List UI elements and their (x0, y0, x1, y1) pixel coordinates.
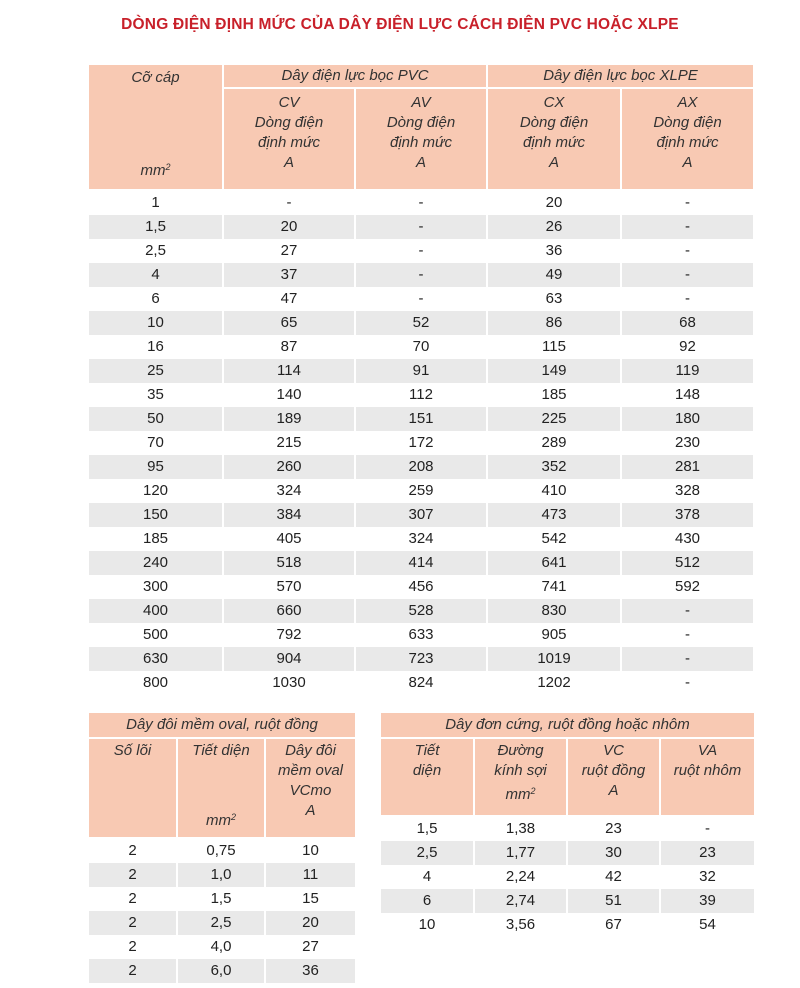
table-cell: 2,5 (177, 911, 265, 935)
table-cell: 289 (487, 431, 621, 455)
table-row (89, 527, 753, 551)
table-cell: 115 (487, 335, 621, 359)
cx-column-header: CX Dòng điện định mức A (487, 88, 621, 190)
table-cell: 36 (265, 959, 355, 983)
table-cell: 42 (567, 865, 660, 889)
table-cell: 26 (487, 215, 621, 239)
table-cell: 49 (487, 263, 621, 287)
table-cell: 518 (223, 551, 355, 575)
table-cell: 405 (223, 527, 355, 551)
table-cell: 500 (89, 623, 223, 647)
table-cell: - (355, 263, 487, 287)
table-cell: 4,0 (177, 935, 265, 959)
table-cell: 30 (567, 841, 660, 865)
table-cell: 741 (487, 575, 621, 599)
table-row (381, 889, 754, 913)
table-cell: - (621, 215, 753, 239)
table-cell: 1,5 (177, 887, 265, 911)
table-cell: - (685, 626, 691, 643)
table-row (381, 841, 754, 865)
table-cell: 414 (355, 551, 487, 575)
table-cell: 400 (89, 599, 223, 623)
single-solid-cable-table (381, 713, 754, 937)
table-cell: 16 (89, 335, 223, 359)
table-cell: 208 (355, 455, 487, 479)
table-cell: 225 (487, 407, 621, 431)
table-row (89, 623, 753, 647)
table-cell: 2 (89, 863, 177, 887)
table-cell: - (621, 263, 753, 287)
table-cell: 512 (621, 551, 753, 575)
table-cell: 4 (381, 865, 474, 889)
table-cell: 830 (487, 599, 621, 623)
table-cell: 1 (89, 190, 223, 215)
table-cell: - (355, 239, 487, 263)
table-cell: 473 (487, 503, 621, 527)
table-cell: 92 (679, 338, 696, 355)
table-cell: 11 (265, 863, 355, 887)
table-row (89, 863, 355, 887)
table-cell: 39 (660, 889, 754, 913)
cv-column-header: CV Dòng điện định mức A (223, 88, 355, 190)
table-cell: 570 (223, 575, 355, 599)
table-cell: 47 (223, 287, 355, 311)
table-row (89, 359, 753, 383)
table-cell: 10 (302, 842, 319, 859)
table-cell: 1202 (487, 671, 621, 695)
oval-cable-table (89, 713, 355, 983)
vcmo-header: Dây đôi mềm oval VCmo A (265, 738, 355, 838)
table-cell: 20 (223, 215, 355, 239)
table-cell: - (355, 190, 487, 215)
table-cell: - (621, 599, 753, 623)
rated-current-table (89, 65, 753, 695)
table-cell: 27 (302, 938, 319, 955)
table-cell: 324 (355, 527, 487, 551)
table-row (89, 575, 753, 599)
table-cell: 800 (89, 671, 223, 695)
table-cell: 324 (223, 479, 355, 503)
table-cell: 0,75 (177, 838, 265, 863)
table-cell: 384 (223, 503, 355, 527)
table-cell: 20 (265, 911, 355, 935)
table-cell: 27 (223, 239, 355, 263)
table-row (89, 455, 753, 479)
table-cell: 2,74 (474, 889, 567, 913)
table-cell: 70 (89, 431, 223, 455)
table-cell: 1,0 (177, 863, 265, 887)
table-cell: 70 (355, 335, 487, 359)
table-row (89, 671, 753, 695)
table-cell: 1,5 (381, 816, 474, 841)
vc-copper-header: VC ruột đồng A (567, 738, 660, 816)
table-row (381, 865, 754, 889)
single-section-header: Tiết diện (381, 738, 474, 816)
table-cell: 352 (487, 455, 621, 479)
table-row (89, 551, 753, 575)
table-cell: 904 (223, 647, 355, 671)
table-row (89, 599, 753, 623)
oval-table-title: Dây đôi mềm oval, ruột đồng (89, 713, 355, 738)
table-cell: 1,5 (89, 215, 223, 239)
table-cell: 641 (487, 551, 621, 575)
cable-size-unit: $mm^2$ (140, 162, 171, 179)
table-cell: 430 (675, 530, 701, 547)
table-cell: 32 (699, 868, 716, 885)
table-cell: 114 (223, 359, 355, 383)
table-cell: - (621, 647, 753, 671)
table-cell: 37 (223, 263, 355, 287)
table-cell: 410 (487, 479, 621, 503)
table-cell: 1,38 (474, 816, 567, 841)
table-cell: 215 (223, 431, 355, 455)
table-cell: - (685, 242, 691, 259)
table-cell: 140 (223, 383, 355, 407)
table-row (89, 407, 753, 431)
wire-diameter-header: Đường kính sợi $mm^2$ (474, 738, 567, 816)
table-cell: 23 (660, 841, 754, 865)
table-cell: 119 (621, 359, 753, 383)
table-row (89, 190, 753, 215)
table-cell: 230 (675, 434, 701, 451)
table-cell: 542 (487, 527, 621, 551)
oval-section-header: Tiết diện $mm^2$ (177, 738, 265, 838)
table-cell: 120 (89, 479, 223, 503)
table-cell: 824 (355, 671, 487, 695)
table-cell: 630 (89, 647, 223, 671)
cores-header: Số lõi (89, 738, 177, 838)
table-cell: 185 (487, 383, 621, 407)
table-cell: 6 (381, 889, 474, 913)
table-cell: 6,0 (177, 959, 265, 983)
table-cell: 3,56 (474, 913, 567, 937)
cable-size-header (89, 65, 223, 190)
table-cell: 15 (302, 890, 319, 907)
table-row (89, 335, 753, 359)
table-cell: - (355, 215, 487, 239)
table-row (89, 959, 355, 983)
table-cell: 65 (223, 311, 355, 335)
table-row (89, 383, 753, 407)
table-row (89, 215, 753, 239)
table-row (89, 838, 355, 863)
table-cell: 456 (355, 575, 487, 599)
table-cell: 307 (355, 503, 487, 527)
table-cell: - (685, 674, 691, 691)
xlpe-group-header: Dây điện lực bọc XLPE (487, 65, 753, 88)
table-cell: 260 (223, 455, 355, 479)
table-row (381, 913, 754, 937)
table-cell: 2,5 (381, 841, 474, 865)
table-cell: 723 (355, 647, 487, 671)
table-cell: 68 (621, 311, 753, 335)
table-cell: 328 (675, 482, 701, 499)
table-cell: 2 (89, 887, 177, 911)
table-cell: - (685, 194, 691, 211)
table-cell: - (705, 820, 710, 837)
table-cell: 25 (89, 359, 223, 383)
table-row (89, 503, 753, 527)
table-cell: 63 (487, 287, 621, 311)
table-cell: 36 (487, 239, 621, 263)
table-cell: 185 (89, 527, 223, 551)
table-cell: 172 (355, 431, 487, 455)
table-row (89, 263, 753, 287)
single-table-title: Dây đơn cứng, ruột đồng hoặc nhôm (381, 713, 754, 738)
table-cell: 2 (89, 959, 177, 983)
table-cell: 10 (381, 913, 474, 937)
table-row (89, 479, 753, 503)
table-cell: 180 (621, 407, 753, 431)
table-cell: 51 (567, 889, 660, 913)
table-cell: 2,24 (474, 865, 567, 889)
table-cell: 378 (621, 503, 753, 527)
table-cell: 23 (567, 816, 660, 841)
va-aluminium-header: VA ruột nhôm (660, 738, 754, 816)
table-cell: 112 (355, 383, 487, 407)
table-row (381, 816, 754, 841)
table-cell: 149 (487, 359, 621, 383)
table-cell: 35 (89, 383, 223, 407)
table-cell: 91 (355, 359, 487, 383)
table-cell: 148 (675, 386, 701, 403)
table-cell: 151 (355, 407, 487, 431)
table-cell: 792 (223, 623, 355, 647)
table-cell: 87 (223, 335, 355, 359)
table-cell: 259 (355, 479, 487, 503)
table-cell: 1,77 (474, 841, 567, 865)
table-cell: 6 (89, 287, 223, 311)
table-cell: - (223, 190, 355, 215)
table-row (89, 311, 753, 335)
page-title: DÒNG ĐIỆN ĐỊNH MỨC CỦA DÂY ĐIỆN LỰC CÁCH ĐIỆN PVC HOẶC XLPE (121, 16, 679, 33)
table-row (89, 287, 753, 311)
table-cell: 150 (89, 503, 223, 527)
table-cell: - (685, 290, 691, 307)
table-cell: 20 (487, 190, 621, 215)
table-row (89, 935, 355, 959)
table-cell: 592 (675, 578, 701, 595)
table-cell: 67 (567, 913, 660, 937)
table-cell: 240 (89, 551, 223, 575)
table-cell: 54 (699, 916, 716, 933)
av-column-header: AV Dòng điện định mức A (355, 88, 487, 190)
table-cell: 189 (223, 407, 355, 431)
table-row (89, 911, 355, 935)
table-row (89, 431, 753, 455)
table-cell: 528 (355, 599, 487, 623)
table-row (89, 647, 753, 671)
ax-column-header: AX Dòng điện định mức A (621, 88, 753, 190)
table-cell: 2 (89, 911, 177, 935)
table-cell: 50 (89, 407, 223, 431)
table-cell: 633 (355, 623, 487, 647)
table-row (89, 239, 753, 263)
table-cell: 281 (621, 455, 753, 479)
table-cell: - (355, 287, 487, 311)
table-cell: 86 (487, 311, 621, 335)
table-cell: 905 (487, 623, 621, 647)
table-cell: 300 (89, 575, 223, 599)
table-cell: 2 (89, 838, 177, 863)
table-cell: 660 (223, 599, 355, 623)
table-cell: 4 (89, 263, 223, 287)
table-cell: 52 (355, 311, 487, 335)
table-cell: 10 (89, 311, 223, 335)
table-cell: 2 (89, 935, 177, 959)
table-row (89, 887, 355, 911)
cable-size-label: Cỡ cáp (131, 69, 180, 86)
table-cell: 2,5 (89, 239, 223, 263)
table-cell: 1019 (487, 647, 621, 671)
table-cell: 1030 (223, 671, 355, 695)
pvc-group-header: Dây điện lực bọc PVC (223, 65, 487, 88)
table-cell: 95 (89, 455, 223, 479)
